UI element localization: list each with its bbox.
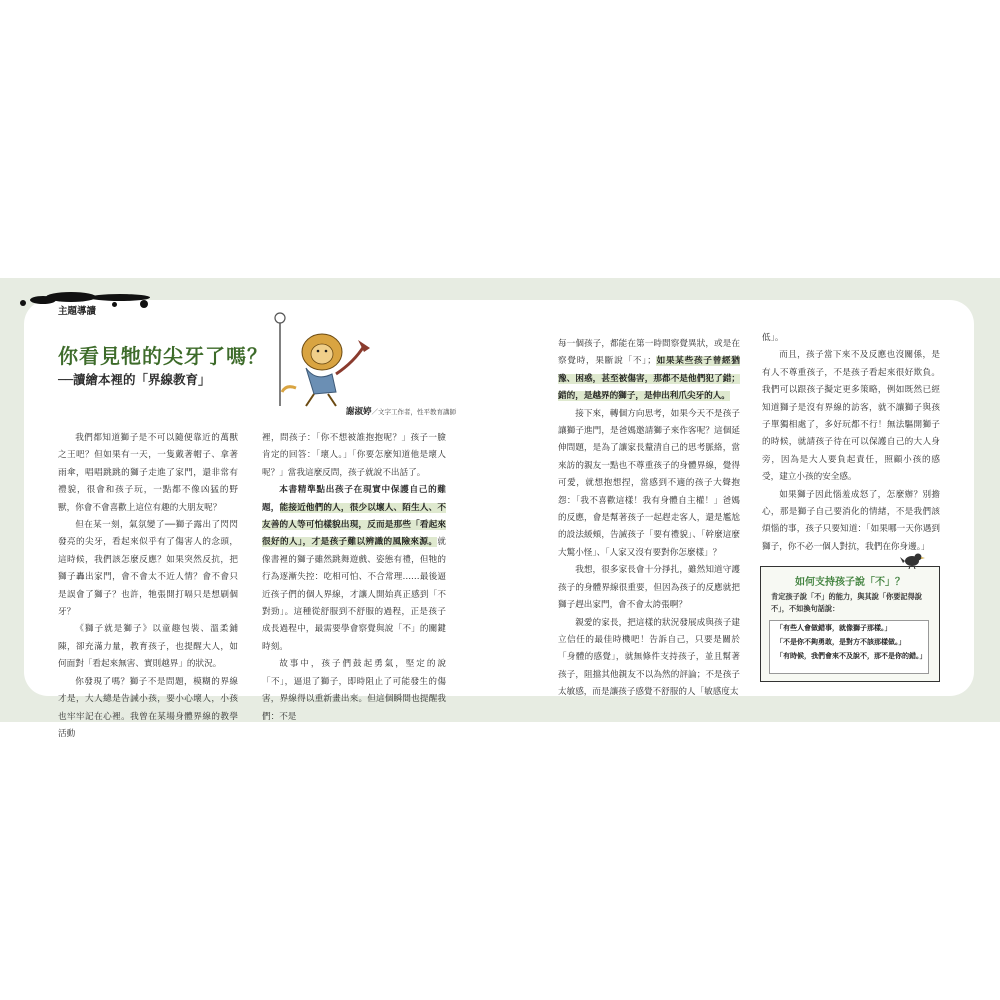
- tip-box-title: 如何支持孩子說「不」？: [795, 577, 905, 588]
- paragraph: 如果獅子因此惱羞成怒了，怎麼辦？別擔心，那是獅子自己要消化的情緒，不是我們該煩惱的事，孩子只要知道：「如果哪一天你遇到獅子，你不必一個人對抗，我們在你身邊。」: [762, 489, 940, 552]
- paragraph: 故事中，孩子們鼓起勇氣，堅定的說「不」，逼退了獅子，即時阻止了可能發生的傷害，界線得以重新畫出來。但這個瞬間也提醒我們：不是: [262, 659, 446, 722]
- author-role: ／文字工作者，性平教育講師: [371, 408, 457, 416]
- tip-box: [760, 566, 940, 682]
- paragraph: 我想，很多家長會十分掙扎，雖然知道守護孩子的身體界線很重要，但因為孩子的反應就把獅子趕出家門，會不會太誇張啊？: [558, 565, 740, 611]
- paragraph: 我們都知道獅子是不可以隨便靠近的萬獸之王吧？但如果有一天，一隻戴著帽子、拿著雨傘，唱唱跳跳的獅子走進了家門，還非常有禮貌，很會和孩子玩，一點都不像凶猛的野獸，你會不會喜歡上這位有趣的大朋友呢？: [58, 433, 238, 513]
- text-column-2: [262, 430, 446, 726]
- paragraph: 你發現了嗎？獅子不是問題，模糊的界線才是，大人總是告誡小孩，要小心壞人，小孩也牢牢記在心裡。我曾在某場身體界線的教學活動: [58, 676, 238, 739]
- tip-item: 「有時候，我們會來不及說不，那不是你的錯。」: [776, 652, 927, 660]
- byline: [346, 405, 456, 417]
- paragraph-tail: 就像書裡的獅子雖然跳舞遊戲、姿態有禮，但牠的行為逐漸失控：吃相可怕、不合常理……最後逼近孩子們的個人界線，才讓人開始真正感到「不對勁」。這種從舒服到不舒服的過程，正是孩子成長過程中，最需要學會察覺與說「不」的關鍵時刻。: [262, 537, 446, 652]
- bird-icon: [900, 551, 926, 569]
- paragraph: 接下來，轉個方向思考，如果今天不是孩子讓獅子進門，是爸媽邀請獅子來作客呢？這個延伸問題，是為了讓家長釐清自己的思考脈絡，當來訪的親友一點也不尊重孩子的身體界線，覺得可愛，就想抱想捏，當感到不適的孩子大聲抱怨：「我不喜歡這樣！我有身體自主權！」爸媽的反應，會是幫著孩子一起趕走客人，還是尷尬的設法緩頰，告誡孩子「要有禮貌」、「幹麼這麼大驚小怪」、「人家又沒有要對你怎麼樣」？: [558, 408, 740, 558]
- bold-lead: 本書精準點出孩子在現實中保護自己的難題，: [262, 485, 446, 513]
- tip-box-lead: 肯定孩子說「不」的能力，與其說「你要記得說不」，不如換句話說：: [771, 592, 922, 613]
- article-title: 你看見牠的尖牙了嗎？: [58, 344, 268, 368]
- highlighted-text: 能接近他們的人，很少以壞人、陌生人、不友善的人等可怕樣貌出現，反而是那些「看起來很好的人」，才是孩子難以辨識的風險來源。: [262, 502, 446, 548]
- paragraph: 親愛的家長，把這樣的狀況發展成與孩子建立信任的最佳時機吧！告訴自己，只要是關於「身體的感覺」，就無條件支持孩子，並且幫著孩子，阻擋其他親友不以為然的評論；不是孩子太敏感，而是讓孩子感覺不舒服的人「敏感度太: [558, 617, 740, 698]
- highlighted-text: 如果某些孩子曾經猶豫、困惑，甚至被傷害，那都不是他們犯了錯；錯的，是越界的獅子，是伸出利爪尖牙的人。: [558, 356, 740, 402]
- lion-with-umbrella-illustration: [266, 310, 378, 410]
- author-name: 謝淑婷: [346, 407, 372, 417]
- tip-item: 「有些人會做錯事，就像獅子那樣。」: [776, 624, 892, 632]
- paragraph-head: 每一個孩子，都能在第一時間察覺異狀，或是在察覺時，果斷說「不」；: [558, 339, 740, 367]
- paragraph: 低」。: [762, 333, 784, 343]
- text-column-4: [762, 330, 940, 556]
- paragraph: 裡，問孩子：「你不想被誰抱抱呢？」孩子一臉肯定的回答：「壞人。」「你要怎麼知道他是壞人呢？」當我這麼反問，孩子就說不出話了。: [262, 433, 446, 478]
- article-subtitle: ──讀繪本裡的「界線教育」: [58, 372, 211, 387]
- paragraph: [262, 482, 446, 656]
- paragraph: [558, 336, 740, 406]
- paragraph: 《獅子就是獅子》以童趣包裝、溫柔鋪陳，卻充滿力量，教育孩子，也提醒大人，如何面對「看起來無害、實則越界」的狀況。: [58, 624, 238, 670]
- text-column-1: [58, 430, 238, 743]
- tip-item: 「不是你不夠勇敢，是對方不該那樣做。」: [776, 638, 906, 646]
- paragraph: 而且，孩子當下來不及反應也沒關係，是有人不尊重孩子，不是孩子看起來很好欺負。我們可以跟孩子擬定更多策略，例如既然已經知道獅子是沒有界線的訪客，就不讓獅子與孩子單獨相處了，多好玩都不行！無法驅開獅子的時候，就請孩子待在可以保護自己的大人身旁，因為是大人要負起責任，照顧小孩的感受，建立小孩的安全感。: [762, 350, 940, 483]
- section-tag: 主題導讀: [58, 306, 97, 317]
- paragraph: 但在某一刻，氣氛變了──獅子露出了閃閃發亮的尖牙，看起來似乎有了傷害人的念頭，這時候，我們該怎麼反應？如果突然反抗，把獅子轟出家門，會不會太不近人情？會不會只是誤會了獅子？也許，牠張開打嗝只是想刷個牙？: [58, 520, 238, 618]
- tip-list: [769, 620, 929, 674]
- text-column-3: [558, 336, 740, 702]
